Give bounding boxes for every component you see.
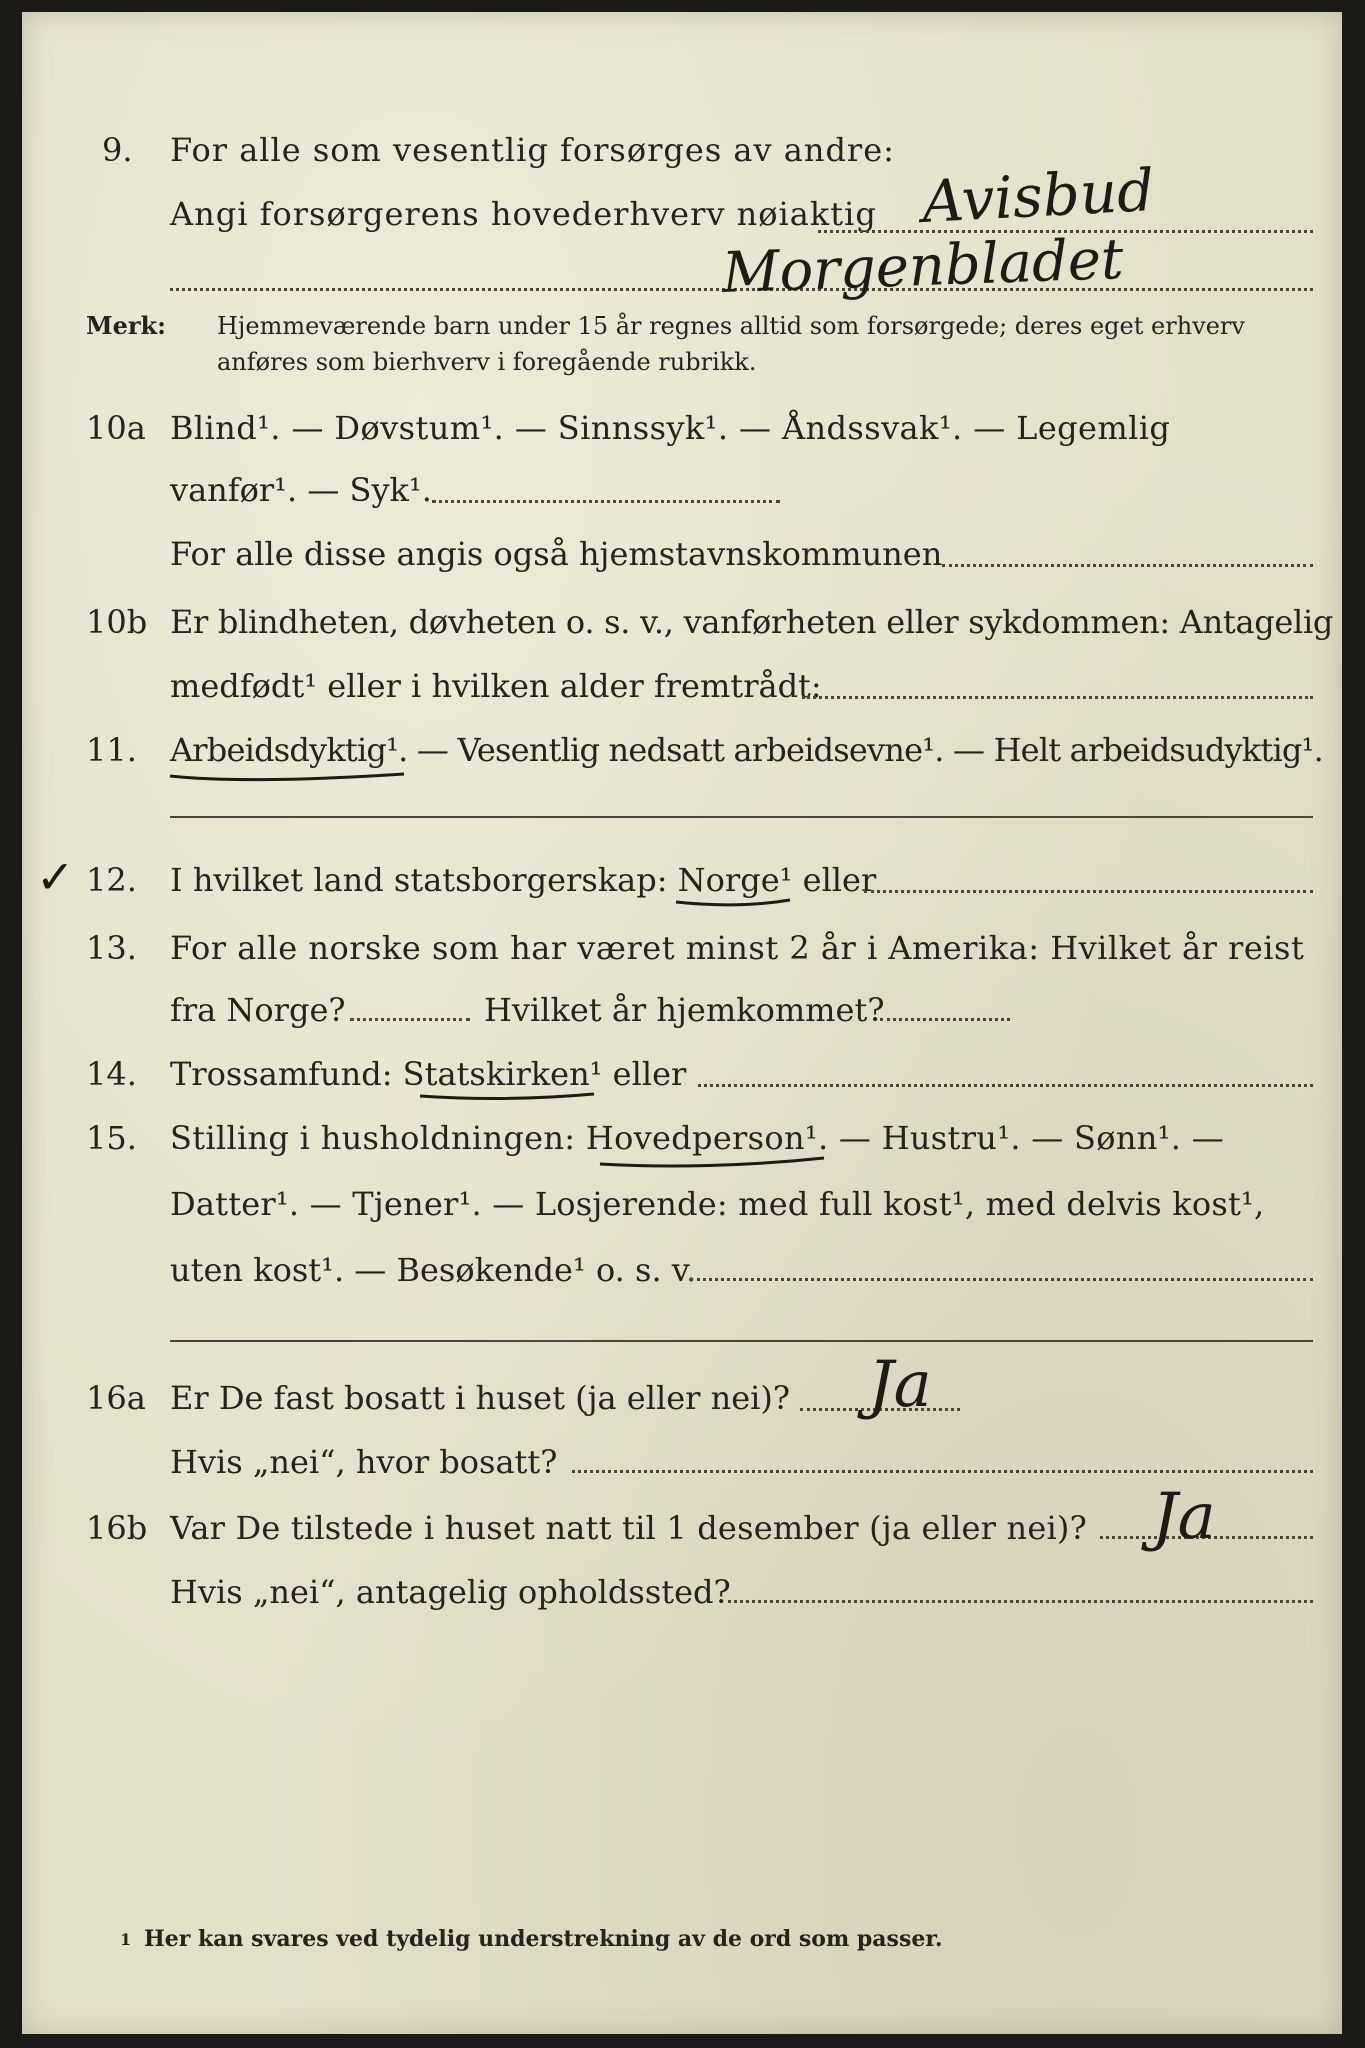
q13-reist-answer-line	[350, 1018, 470, 1021]
q14-line1: Trossamfund: Statskirken¹ eller	[170, 1055, 687, 1093]
q16b-line2: Hvis „nei“, antagelig opholdssted?	[170, 1573, 731, 1611]
q10b-line2: medfødt¹ eller i hvilken alder fremtrådt:	[170, 667, 822, 705]
q16b-line1: Var De tilstede i huset natt til 1 desember (ja eller nei)?	[170, 1509, 1087, 1547]
q13-line1: For alle norske som har været minst 2 år i Amerika: Hvilket år reist	[170, 929, 1305, 967]
q12-line1: I hvilket land statsborgerskap: Norge¹ eller	[170, 861, 877, 899]
census-form-page	[22, 12, 1342, 2034]
q16a-line2: Hvis „nei“, hvor bosatt?	[170, 1443, 558, 1481]
q10a-line2: vanfør¹. — Syk¹.	[170, 471, 432, 509]
q13-line2a: fra Norge?	[170, 991, 346, 1029]
q15-line1: Stilling i husholdningen: Hovedperson¹. — Hustru¹. — Sønn¹. —	[170, 1119, 1225, 1157]
q16a-number: 16a	[86, 1379, 146, 1417]
q13-hjemkommet-answer-line	[880, 1018, 1010, 1021]
q9-line2: Angi forsørgerens hovederhverv nøiaktig	[170, 195, 877, 233]
q15-number: 15.	[86, 1119, 137, 1157]
merk-line1: Hjemmeværende barn under 15 år regnes alltid som forsørgede; deres eget erhverv	[217, 312, 1245, 340]
q16a-line1: Er De fast bosatt i huset (ja eller nei)?	[170, 1379, 791, 1417]
q16a-bosatt-answer-line	[572, 1470, 1313, 1473]
merk-label: Merk:	[86, 311, 166, 340]
footnote-mark: 1	[120, 1930, 132, 1949]
q9-handwritten-occupation: Avisbud	[920, 155, 1156, 237]
q13-number: 13.	[86, 929, 137, 967]
q9-number: 9.	[102, 131, 133, 169]
q10a-hjemstavn-answer-line	[942, 564, 1313, 567]
q16a-handwritten-answer: Ja	[868, 1348, 932, 1422]
q16b-number: 16b	[86, 1509, 148, 1547]
q12-checkmark-icon: ✓	[36, 850, 75, 904]
q13-line2b: Hvilket år hjemkommet?	[484, 991, 885, 1029]
q10a-number: 10a	[86, 409, 146, 447]
q10b-answer-line	[802, 696, 1313, 699]
merk-line2: anføres som bierhverv i foregående rubrikk.	[217, 348, 757, 376]
footnote-text: Her kan svares ved tydelig understrekning av de ord som passer.	[144, 1926, 943, 1952]
q15-answer-line	[690, 1278, 1313, 1281]
q15-line2: Datter¹. — Tjener¹. — Losjerende: med full kost¹, med delvis kost¹,	[170, 1185, 1265, 1223]
q10a-line3: For alle disse angis også hjemstavnskommunen	[170, 535, 943, 573]
q16b-handwritten-answer: Ja	[1152, 1480, 1216, 1554]
q14-answer-line	[698, 1084, 1313, 1087]
q15-line3: uten kost¹. — Besøkende¹ o. s. v.	[170, 1251, 697, 1289]
q14-number: 14.	[86, 1055, 137, 1093]
q10b-number: 10b	[86, 603, 148, 641]
q11-handwritten-underline	[168, 766, 408, 786]
q9-handwritten-employer: Morgenbladet	[720, 227, 1125, 306]
q14-handwritten-underline	[418, 1088, 598, 1108]
q10a-syk-answer-line	[432, 500, 780, 503]
q16b-opholdssted-answer-line	[728, 1600, 1313, 1603]
q11-number: 11.	[86, 731, 137, 769]
q9-line1: For alle som vesentlig forsørges av andre:	[170, 131, 895, 169]
q15-answer-line2	[170, 1340, 1313, 1342]
q12-number: 12.	[86, 861, 137, 899]
q12-answer-line	[864, 890, 1313, 893]
q11-line1: Arbeidsdyktig¹. — Vesentlig nedsatt arbeidsevne¹. — Helt arbeidsudyktig¹.	[170, 731, 1323, 769]
q10a-line1: Blind¹. — Døvstum¹. — Sinnssyk¹. — Åndssvak¹. — Legemlig	[170, 409, 1171, 447]
q15-handwritten-underline	[598, 1152, 828, 1174]
q12-handwritten-underline	[674, 894, 794, 914]
q10b-line1: Er blindheten, døvheten o. s. v., vanførheten eller sykdommen: Antagelig	[170, 603, 1334, 641]
q11-answer-line	[170, 816, 1313, 818]
